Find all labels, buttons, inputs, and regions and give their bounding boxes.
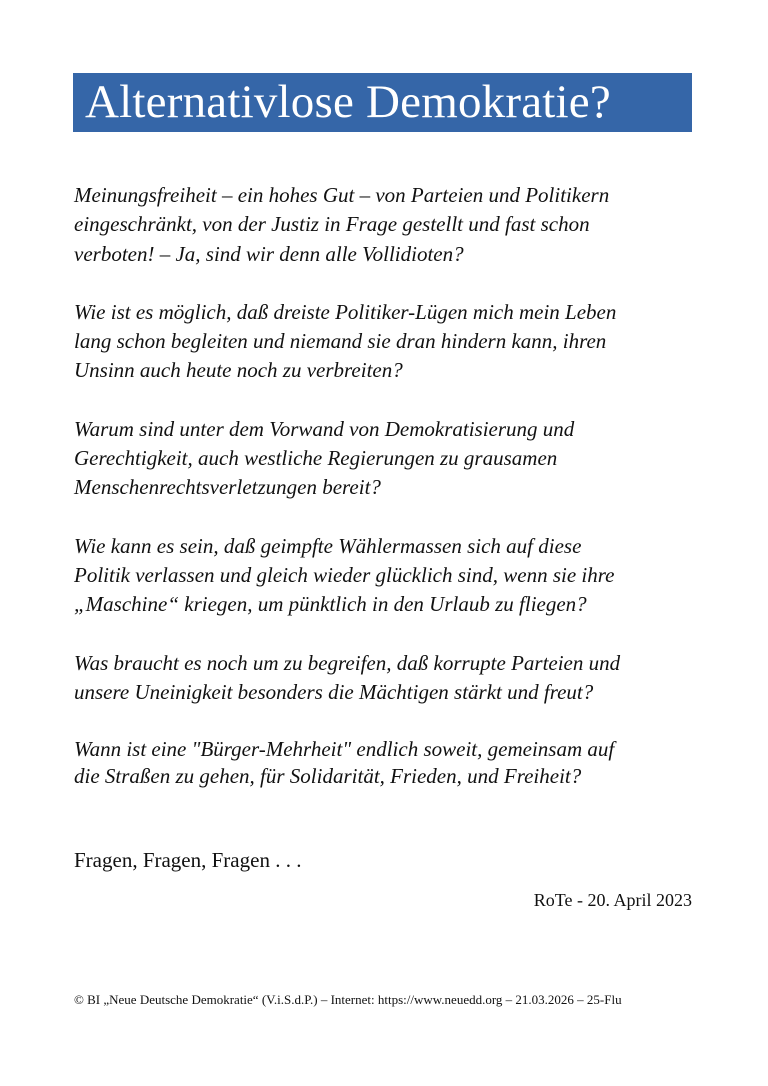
paragraph-4 — [74, 532, 704, 620]
footer — [74, 991, 694, 1009]
question-list — [74, 181, 704, 818]
paragraph-1 — [74, 181, 704, 269]
paragraph-5 — [74, 649, 704, 708]
paragraph-line: Warum sind unter dem Vorwand von Demokratisierung und — [74, 416, 575, 441]
paragraph-line: Wie ist es möglich, daß dreiste Politiker-Lügen mich mein Leben — [74, 299, 617, 324]
paragraph-line: Politik verlassen und gleich wieder glücklich sind, wenn sie ihre — [74, 562, 615, 587]
paragraph-line: eingeschränkt, von der Justiz in Frage gestellt und fast schon — [74, 212, 590, 237]
title-banner — [73, 73, 692, 132]
page-title: Alternativlose Demokratie? — [85, 76, 611, 128]
paragraph-line: unsere Uneinigkeit besonders die Mächtigen stärkt und freut? — [74, 679, 594, 704]
paragraph-2 — [74, 298, 704, 386]
paragraph-6 — [74, 736, 704, 789]
paragraph-line: Wie kann es sein, daß geimpfte Wählermassen sich auf diese — [74, 533, 582, 558]
paragraph-line: Wann ist eine "Bürger-Mehrheit" endlich soweit, gemeinsam auf — [74, 737, 615, 762]
paragraph-line: lang schon begleiten und niemand sie dran hindern kann, ihren — [74, 329, 607, 354]
paragraph-line: Meinungsfreiheit – ein hohes Gut – von Parteien und Politikern — [74, 183, 610, 207]
paragraph-line: Unsinn auch heute noch zu verbreiten? — [74, 358, 403, 383]
paragraph-3 — [74, 415, 704, 503]
paragraph-line: Menschenrechtsverletzungen bereit? — [74, 475, 381, 500]
paragraph-line: „Maschine“ kriegen, um pünktlich in den Urlaub zu fliegen? — [74, 592, 587, 617]
closing-line: Fragen, Fragen, Fragen . . . — [74, 848, 302, 872]
paragraph-line: Gerechtigkeit, auch westliche Regierungen zu grausamen — [74, 446, 558, 471]
paragraph-line: die Straßen zu gehen, für Solidarität, Frieden, und Freiheit? — [74, 763, 582, 788]
paragraph-line: verboten! – Ja, sind wir denn alle Vollidioten? — [74, 241, 464, 266]
footer-copyright: © BI „Neue Deutsche Demokratie“ (V.i.S.d.P.) – Internet: https://www.neuedd.org – 21.03.2026 – 25-Flu — [74, 992, 622, 1007]
author-signature: RoTe - 20. April 2023 — [533, 890, 692, 910]
paragraph-line: Was braucht es noch um zu begreifen, daß korrupte Parteien und — [74, 650, 621, 675]
